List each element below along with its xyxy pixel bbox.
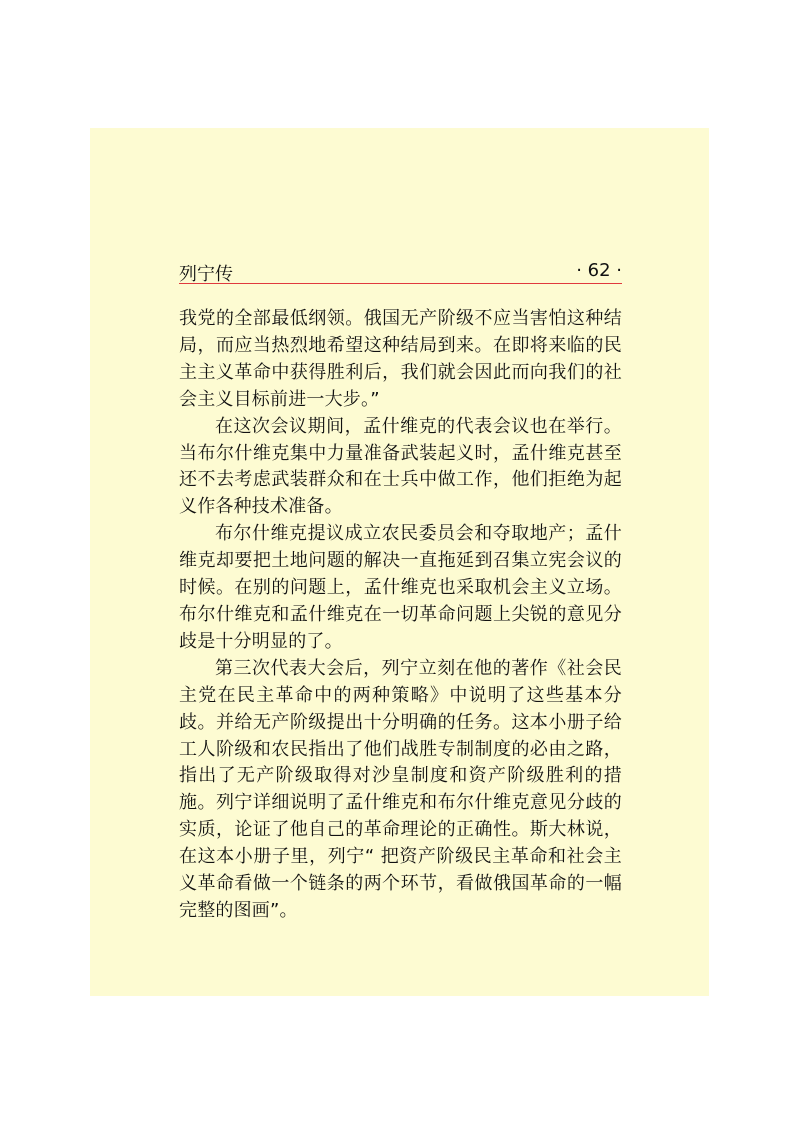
paragraph: 布尔什维克提议成立农民委员会和夺取地产；孟什维克却要把土地问题的解决一直拖延到召集立宪会议的时候。在别的问题上，孟什维克也采取机会主义立场。布尔什维克和孟什维克在一切革命问题上尖锐的意见分歧是十分明显的了。 (179, 523, 622, 652)
page-number: · 62 · (576, 260, 622, 281)
header-divider (179, 283, 622, 284)
paragraph: 我党的全部最低纲领。俄国无产阶级不应当害怕这种结局，而应当热烈地希望这种结局到来。在即将来临的民主主义革命中获得胜利后，我们就会因此而向我们的社会主义目标前进一大步。” (179, 308, 622, 410)
paragraph: 在这次会议期间，孟什维克的代表会议也在举行。当布尔什维克集中力量准备武装起义时，孟什维克甚至还不去考虑武装群众和在士兵中做工作，他们拒绝为起义作各种技术准备。 (179, 415, 622, 518)
running-header-title: 列宁传 (179, 264, 233, 285)
running-header (179, 258, 622, 284)
body-text (179, 306, 622, 925)
paragraph: 第三次代表大会后，列宁立刻在他的著作《社会民主党在民主革命中的两种策略》中说明了这些基本分歧。并给无产阶级提出十分明确的任务。这本小册子给工人阶级和农民指出了他们战胜专制制度的必由之路，指出了无产阶级取得对沙皇制度和资产阶级胜利的措施。列宁详细说明了孟什维克和布尔什维克意见分歧的实质，论证了他自己的革命理论的正确性。斯大林说，在这本小册子里，列宁“ 把资产阶级民主革命和社会主义革命看做一个链条的两个环节，看做俄国革命的一幅完整的图画”。 (179, 657, 622, 921)
